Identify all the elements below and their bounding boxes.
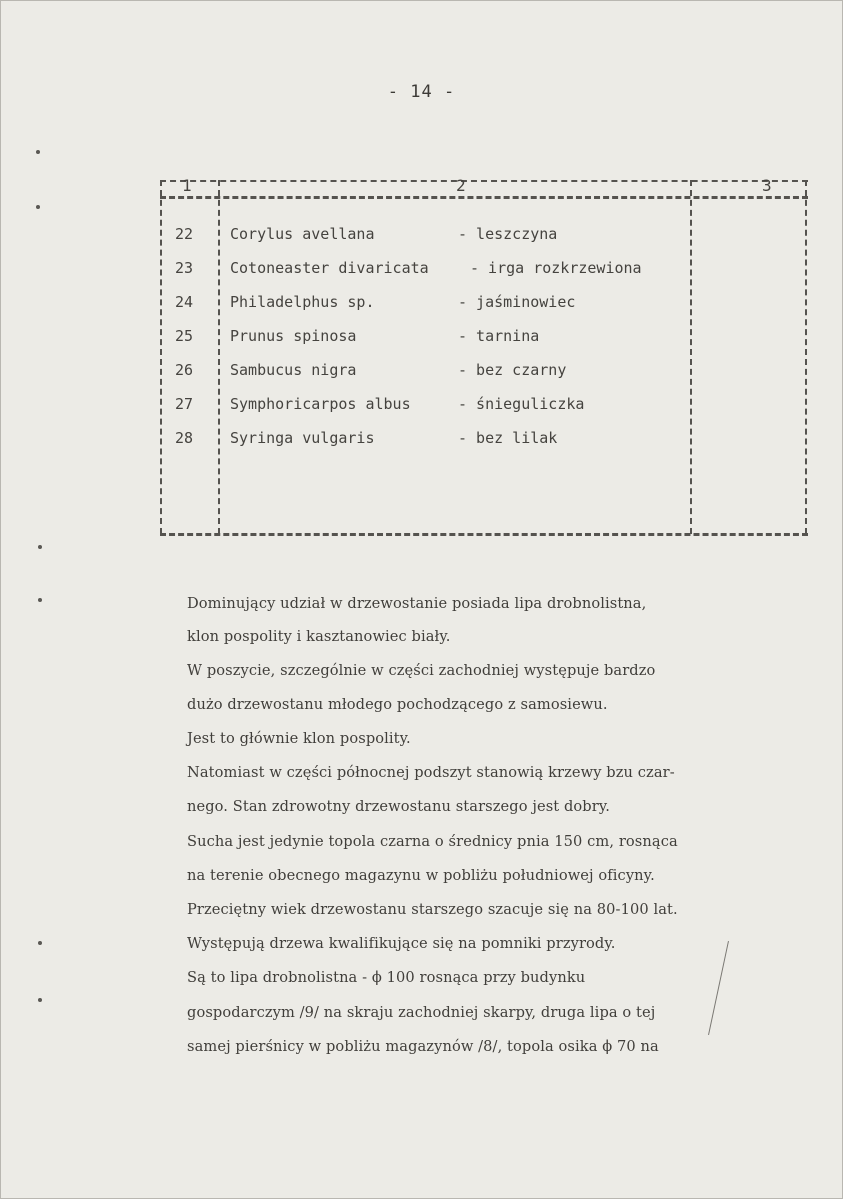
body-text-line: gospodarczym /9/ na skraju zachodniej skarpy, druga lipa o tej <box>187 1004 656 1021</box>
body-text-line: Dominujący udział w drzewostanie posiada lipa drobnolistna, <box>187 595 647 612</box>
row-number: 25 <box>174 327 194 345</box>
body-text-line: W poszycie, szczególnie w części zachodniej występuje bardzo <box>187 662 656 679</box>
row-latin-name: Syringa vulgaris <box>230 429 375 447</box>
body-text-line: dużo drzewostanu młodego pochodzącego z samosiewu. <box>187 696 608 713</box>
margin-dot <box>38 941 42 945</box>
row-polish-name: - bez lilak <box>458 429 558 447</box>
table-right-border <box>805 180 807 534</box>
row-number: 26 <box>174 361 194 379</box>
body-text-line: samej pierśnicy w pobliżu magazynów /8/, topola osika ϕ 70 na <box>187 1038 659 1055</box>
body-text-line: nego. Stan zdrowotny drzewostanu starszego jest dobry. <box>187 798 610 815</box>
body-text-line: Przeciętny wiek drzewostanu starszego szacuje się na 80-100 lat. <box>187 901 678 918</box>
table-bottom-border <box>160 533 808 536</box>
page-number: - 14 - <box>387 82 456 102</box>
table-header-border <box>160 196 808 199</box>
row-number: 22 <box>174 225 194 243</box>
row-latin-name: Symphoricarpos albus <box>230 395 411 413</box>
margin-dot <box>38 598 42 602</box>
row-polish-name: - tarnina <box>458 327 540 345</box>
table-top-border <box>160 180 808 182</box>
body-text-line: Występują drzewa kwalifikujące się na pomniki przyrody. <box>187 935 616 952</box>
body-text-line: klon pospolity i kasztanowiec biały. <box>187 628 451 645</box>
row-number: 27 <box>174 395 194 413</box>
column-header-3: 3 <box>762 176 772 195</box>
table-left-border <box>160 180 162 534</box>
table-divider-2 <box>690 180 692 534</box>
row-polish-name: - jaśminowiec <box>458 293 576 311</box>
row-polish-name: - bez czarny <box>458 361 567 379</box>
body-text-line: na terenie obecnego magazynu w pobliżu południowej oficyny. <box>187 867 655 884</box>
margin-dot <box>36 150 40 154</box>
row-latin-name: Prunus spinosa <box>230 327 357 345</box>
row-polish-name: - irga rozkrzewiona <box>470 259 642 277</box>
table-divider-1 <box>218 180 220 534</box>
margin-dot <box>36 205 40 209</box>
row-latin-name: Sambucus nigra <box>230 361 357 379</box>
body-text-line: Sucha jest jedynie topola czarna o średnicy pnia 150 cm, rosnąca <box>187 833 678 850</box>
margin-dot <box>38 998 42 1002</box>
row-number: 23 <box>174 259 194 277</box>
body-text-line: Są to lipa drobnolistna - ϕ 100 rosnąca przy budynku <box>187 969 586 986</box>
column-header-2: 2 <box>456 176 466 195</box>
row-latin-name: Corylus avellana <box>230 225 375 243</box>
row-latin-name: Philadelphus sp. <box>230 293 375 311</box>
body-text-line: Jest to głównie klon pospolity. <box>187 730 411 747</box>
row-number: 28 <box>174 429 194 447</box>
column-header-1: 1 <box>182 176 192 195</box>
body-text-line: Natomiast w części północnej podszyt stanowią krzewy bzu czar- <box>187 764 675 781</box>
row-number: 24 <box>174 293 194 311</box>
row-latin-name: Cotoneaster divaricata <box>230 259 429 277</box>
row-polish-name: - leszczyna <box>458 225 558 243</box>
margin-dot <box>38 545 42 549</box>
row-polish-name: - śnieguliczka <box>458 395 585 413</box>
